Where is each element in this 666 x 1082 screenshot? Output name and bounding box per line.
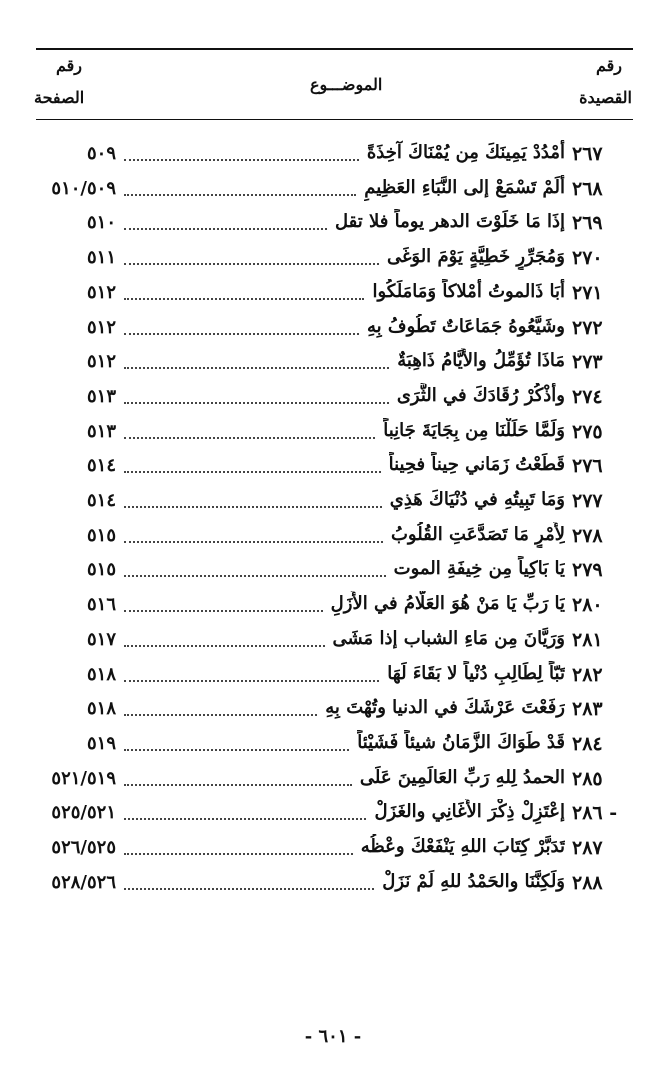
dot-leader	[124, 541, 383, 543]
dot-leader	[124, 367, 389, 369]
poem-number: ٢٨٦ -	[572, 802, 618, 825]
index-row	[0, 692, 666, 726]
poem-number: ٢٨٥	[572, 767, 603, 790]
poem-number: ٢٧٦	[572, 455, 603, 478]
dot-leader	[124, 402, 389, 404]
header-poem-number-top: رقم	[595, 56, 622, 75]
poem-first-line: وَرَيَّانَ مِن مَاءِ الشباب إذا مَشَى	[332, 627, 565, 649]
header-rule	[36, 119, 633, 120]
poem-first-line: قَدْ طَوَاكَ الزَّمَانُ شيئاً فَشَيْئاً	[357, 731, 565, 753]
poem-number: ٢٨٠	[572, 594, 603, 617]
poem-number: ٢٨٨	[572, 871, 603, 894]
index-row	[0, 206, 666, 240]
dot-leader	[124, 159, 359, 161]
poem-first-line: قَطَعْتُ زَمَاني حِيناً فحِيناً	[388, 454, 565, 476]
top-rule	[36, 48, 633, 50]
dot-leader	[124, 680, 379, 682]
dot-leader	[124, 194, 356, 196]
page-reference: ٥١٨	[86, 663, 116, 685]
poem-first-line: تَدَبَّرْ كِتَابَ اللهِ يَنْفَعْكَ وعْظُه	[360, 836, 565, 857]
index-row	[0, 449, 666, 483]
dot-leader	[124, 437, 375, 439]
dot-leader	[124, 784, 352, 786]
poem-number: ٢٨٢	[572, 663, 603, 686]
poem-number: ٢٦٧	[572, 143, 603, 165]
poem-first-line: رَفَعْتَ عَرْشَكَ في الدنيا وتُهْتَ بِهِ	[325, 697, 565, 719]
dot-leader	[124, 263, 379, 265]
page-reference: ٥٢١/٥١٩	[51, 767, 116, 789]
dot-leader	[124, 610, 323, 612]
page-reference: ٥٢٦/٥٢٥	[51, 837, 116, 858]
poem-number: ٢٦٨	[572, 177, 603, 200]
poem-first-line: إعْتَزِلْ ذِكْرَ الأَغَانِي والغَزَلْ	[374, 801, 565, 823]
index-row	[0, 796, 666, 830]
index-row	[0, 727, 666, 761]
poem-first-line: يَا رَبِّ يَا مَنْ هُوَ العَلَّامُ في الأَزَلِ	[330, 593, 565, 615]
dot-leader	[124, 853, 353, 855]
poem-first-line: أَمْدُدْ يَمِينَكَ مِن يُمْنَاكَ آخِذَةً	[366, 142, 565, 163]
page-reference: ٥١٣	[86, 420, 116, 442]
page-reference: ٥١٢	[86, 316, 116, 338]
dot-leader	[124, 333, 359, 335]
poem-first-line: الحمدُ لِلهِ رَبِّ العَالَمِينَ عَلَى	[359, 766, 565, 788]
poem-first-line: أَلَمْ تَسْمَعْ إلى النَّبَاءِ العَظِيمِ	[364, 176, 565, 198]
dot-leader	[124, 506, 382, 508]
page-reference: ٥١٣	[86, 385, 116, 407]
index-row	[0, 484, 666, 518]
header-page-number-bottom: الصفحة	[34, 88, 85, 107]
page-reference: ٥١٧	[86, 628, 116, 650]
page-reference: ٥١٠/٥٠٩	[51, 177, 116, 199]
dot-leader	[124, 471, 381, 473]
poem-first-line: أَبَا ذَالموتُ أَمْلاكاً وَمَامَلَكُوا	[372, 280, 565, 302]
dot-leader	[124, 575, 386, 577]
page-reference: ٥١٢	[86, 281, 116, 303]
page-reference: ٥١٥	[86, 524, 116, 546]
dot-leader	[124, 228, 327, 230]
poem-first-line: وَمُجَرِّرٍ خَطِيَّةٍ يَوْمَ الوَغَى	[386, 246, 565, 268]
index-row	[0, 762, 666, 796]
index-row	[0, 380, 666, 414]
page-reference: ٥٢٨/٥٢٦	[51, 871, 116, 893]
page-reference: ٥١٦	[86, 594, 116, 616]
header-poem-number-bottom: القصيدة	[579, 88, 632, 107]
index-row	[0, 658, 666, 692]
poem-number: ٢٧١	[572, 281, 603, 304]
index-row	[0, 241, 666, 275]
poem-number: ٢٦٩	[572, 212, 603, 235]
poem-first-line: يَا بَاكِياً مِن خِيفَةِ الموت	[393, 558, 565, 580]
poem-number: ٢٧٤	[572, 385, 603, 408]
index-row	[0, 519, 666, 553]
index-row	[0, 553, 666, 587]
poem-number: ٢٧٠	[572, 247, 603, 270]
poem-first-line: وأَذْكُرْ رُقَادَكَ في الثَّرَى	[396, 384, 565, 406]
header-topic: الموضـــوع	[310, 75, 383, 94]
index-row	[0, 623, 666, 657]
index-row	[0, 137, 666, 171]
index-row	[0, 345, 666, 379]
poem-number: ٢٨٤	[572, 732, 603, 755]
dot-leader	[124, 749, 349, 751]
poem-first-line: مَاذَا تُؤَمِّلُ والأَيَّامُ ذَاهِبَةٌ	[397, 350, 565, 372]
index-row	[0, 831, 666, 865]
poem-first-line: وَمَا تَبِيتُهِ في دُنْيَاكَ هَذِي	[389, 489, 565, 510]
index-row	[0, 588, 666, 622]
dot-leader	[124, 645, 325, 647]
poem-first-line: لِأَمْرٍ مَا تَصَدَّعَتِ القُلُوبُ	[390, 523, 565, 545]
page-reference: ٥١٤	[86, 490, 116, 511]
page-reference: ٥١٤	[86, 455, 116, 477]
page-reference: ٥١٠	[86, 212, 116, 234]
header-page-number-top: رقم	[56, 56, 83, 75]
poem-number: ٢٧٥	[572, 420, 603, 443]
poem-first-line: وشَيَّعُوهُ جَمَاعَاتٌ تَطُوفُ بِهِ	[367, 315, 565, 337]
index-row	[0, 276, 666, 310]
dot-leader	[124, 298, 364, 300]
poem-number: ٢٧٢	[572, 316, 603, 339]
page-footer-number: - ٦٠١ -	[304, 1026, 362, 1047]
page-reference: ٥١٢	[86, 351, 116, 373]
poem-number: ٢٧٨	[572, 524, 603, 547]
poem-first-line: تَبّاً لِطَالِبِ دُنْياً لا بَقَاءَ لَهَا	[387, 662, 565, 684]
dot-leader	[124, 818, 366, 820]
poem-number: ٢٧٧	[572, 490, 603, 512]
page-reference: ٥٠٩	[86, 143, 116, 164]
poem-number: ٢٧٩	[572, 559, 603, 582]
dot-leader	[124, 714, 317, 716]
poem-number: ٢٨١	[572, 628, 603, 651]
poem-number: ٢٨٣	[572, 698, 603, 721]
poem-first-line: وَلَمَّا حَلَلْنَا مِن بِجَايَةَ جَانِباً	[383, 419, 565, 441]
page-reference: ٥١٥	[86, 559, 116, 581]
page-reference: ٥١١	[86, 247, 116, 269]
dot-leader	[124, 888, 374, 890]
page-reference: ٥١٩	[86, 732, 116, 754]
poem-first-line: إذَا مَا خَلَوْتَ الدهر يوماً فلا تقل	[335, 211, 565, 233]
poem-number: ٢٨٧	[572, 837, 603, 859]
page-reference: ٥٢٥/٥٢١	[51, 802, 116, 824]
index-row	[0, 311, 666, 345]
index-row	[0, 415, 666, 449]
poem-number: ٢٧٣	[572, 351, 603, 374]
index-row	[0, 866, 666, 900]
poem-first-line: وَلَكِنَّنَا والحَمْدُ للهِ لَمْ نَزَلْ	[382, 870, 565, 892]
index-row	[0, 172, 666, 206]
page-reference: ٥١٨	[86, 698, 116, 720]
